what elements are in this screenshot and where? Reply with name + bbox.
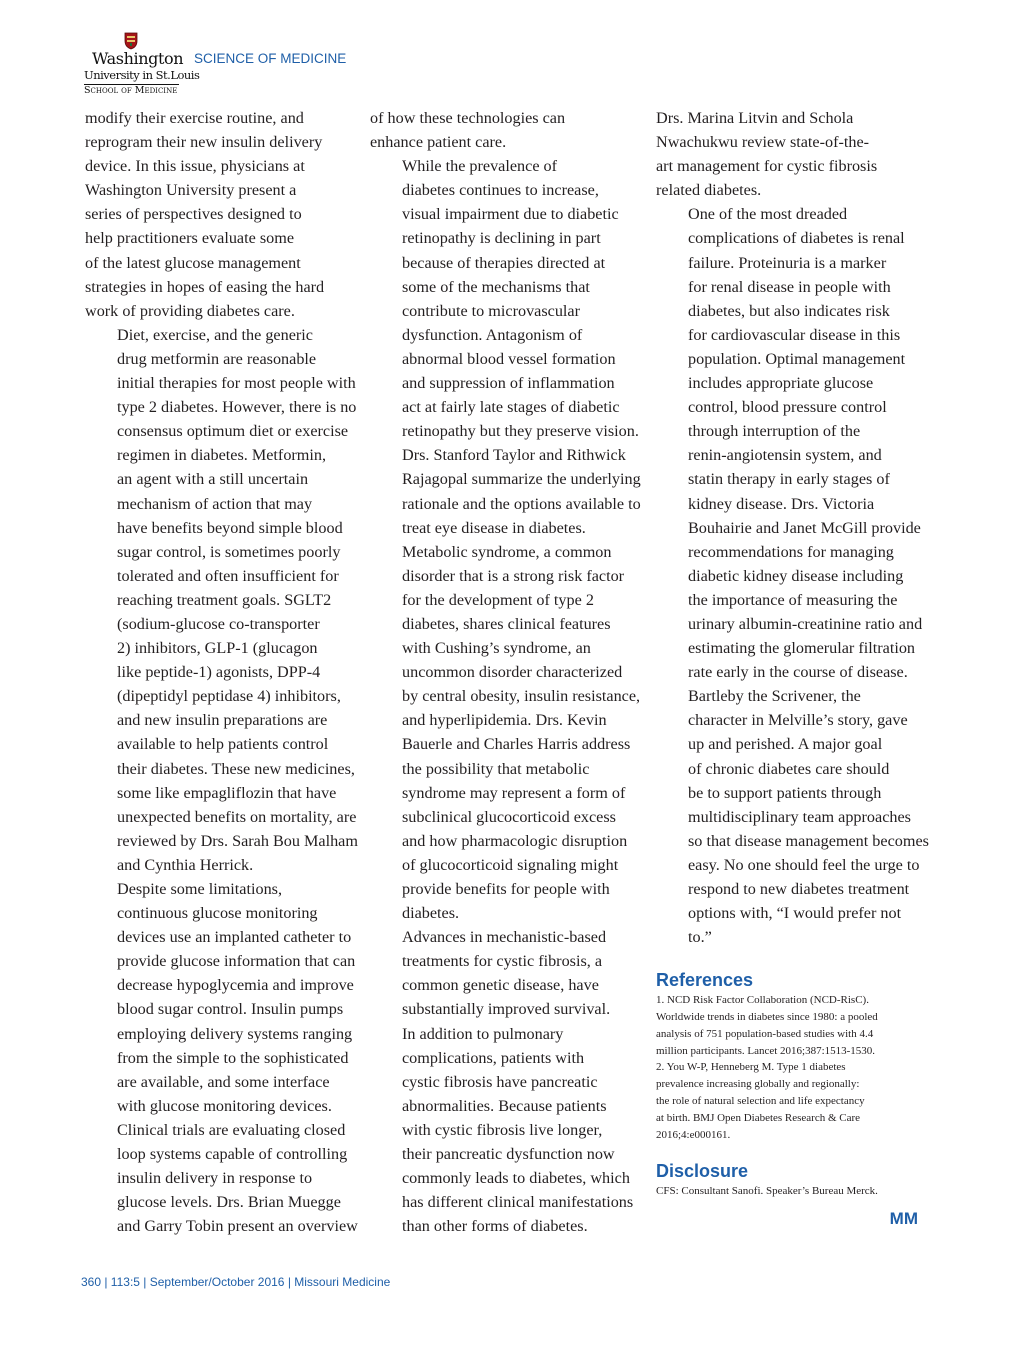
text-line: with Cushing’s syndrome, an xyxy=(402,639,591,658)
paragraph xyxy=(85,877,358,1238)
text-line: help practitioners evaluate some xyxy=(85,229,295,248)
text-line: available to help patients control xyxy=(117,735,329,754)
text-line: diabetes continues to increase, xyxy=(402,181,599,200)
text-line: so that disease management becomes xyxy=(688,831,929,850)
text-line: some of the mechanisms that xyxy=(402,277,590,296)
text-line: be to support patients through xyxy=(688,783,882,802)
text-line: options with, “I would prefer not xyxy=(688,904,902,923)
text-line: abnormalities. Because patients xyxy=(402,1096,607,1115)
text-line: substantially improved survival. xyxy=(402,1000,611,1019)
text-line: 2) inhibitors, GLP-1 (glucagon xyxy=(117,639,318,658)
text-line: Bartleby the Scrivener, the xyxy=(688,687,861,706)
text-line: (sodium-glucose co-transporter xyxy=(117,614,320,633)
text-line: Metabolic syndrome, a common xyxy=(402,542,612,561)
text-line: failure. Proteinuria is a marker xyxy=(688,253,887,272)
text-line: multidisciplinary team approaches xyxy=(688,807,911,826)
text-line: by central obesity, insulin resistance, xyxy=(402,687,641,706)
text-line: of the latest glucose management xyxy=(85,253,301,272)
text-line: provide glucose information that can xyxy=(117,952,356,971)
text-line: visual impairment due to diabetic xyxy=(402,205,619,224)
paragraph xyxy=(370,925,640,1238)
text-line: unexpected benefits on mortality, are xyxy=(117,807,357,826)
text-line: reaching treatment goals. SGLT2 xyxy=(117,590,332,609)
text-line: art management for cystic fibrosis xyxy=(656,157,878,176)
text-line: act at fairly late stages of diabetic xyxy=(402,398,620,417)
paragraph xyxy=(656,106,926,202)
text-line: common genetic disease, have xyxy=(402,976,599,995)
text-line: contribute to microvascular xyxy=(402,301,580,320)
text-line: glucose levels. Drs. Brian Muegge xyxy=(117,1193,341,1212)
text-line: While the prevalence of xyxy=(402,157,558,176)
text-line: work of providing diabetes care. xyxy=(85,301,295,320)
text-line: because of therapies directed at xyxy=(402,253,606,272)
paragraph xyxy=(370,540,640,926)
text-line: to.” xyxy=(688,928,712,947)
text-line: related diabetes. xyxy=(656,181,762,200)
text-line: diabetic kidney disease including xyxy=(688,566,904,585)
text-line: dysfunction. Antagonism of xyxy=(402,325,583,344)
text-line: has different clinical manifestations xyxy=(402,1193,634,1212)
text-line: devices use an implanted catheter to xyxy=(117,928,352,947)
text-line: and suppression of inflammation xyxy=(402,374,615,393)
text-line: Nwachukwu review state-of-the- xyxy=(656,133,870,152)
text-line: mechanism of action that may xyxy=(117,494,313,513)
school-of-medicine-label: School of Medicine xyxy=(84,85,178,96)
reference-line: million participants. Lancet 2016;387:1513-1530. xyxy=(656,1044,876,1057)
text-line: retinopathy is declining in part xyxy=(402,229,601,248)
text-line: like peptide-1) agonists, DPP-4 xyxy=(117,663,321,682)
paragraph xyxy=(370,154,640,540)
text-line: rate early in the course of disease. xyxy=(688,663,908,682)
text-line: type 2 diabetes. However, there is no xyxy=(117,398,357,417)
text-line: regimen in diabetes. Metformin, xyxy=(117,446,327,465)
text-line: character in Melville’s story, gave xyxy=(688,711,908,730)
text-line: diabetes. xyxy=(402,904,460,923)
text-line: One of the most dreaded xyxy=(688,205,848,224)
disclosure-text: CFS: Consultant Sanofi. Speaker’s Bureau Merck. xyxy=(656,1185,878,1198)
text-line: syndrome may represent a form of xyxy=(402,783,626,802)
text-line: treat eye disease in diabetes. xyxy=(402,518,586,537)
reference-line: prevalence increasing globally and regionally: xyxy=(656,1078,860,1091)
text-line: Washington University present a xyxy=(85,181,297,200)
text-line: than other forms of diabetes. xyxy=(402,1217,588,1236)
text-line: for the development of type 2 xyxy=(402,590,594,609)
text-line: abnormal blood vessel formation xyxy=(402,349,616,368)
disclosure-section xyxy=(656,1160,926,1200)
text-line: population. Optimal management xyxy=(688,349,906,368)
text-line: and how pharmacologic disruption xyxy=(402,831,628,850)
section-title: SCIENCE OF MEDICINE xyxy=(194,51,347,66)
text-line: initial therapies for most people with xyxy=(117,374,356,393)
text-line: Clinical trials are evaluating closed xyxy=(117,1120,346,1139)
reference-line: 1. NCD Risk Factor Collaboration (NCD-RisC). xyxy=(656,994,869,1007)
text-line: the importance of measuring the xyxy=(688,590,898,609)
text-line: of chronic diabetes care should xyxy=(688,759,890,778)
reference-line: 2. You W-P, Henneberg M. Type 1 diabetes xyxy=(656,1061,846,1074)
text-line: control, blood pressure control xyxy=(688,398,887,417)
text-column-2 xyxy=(370,106,640,1238)
text-line: reprogram their new insulin delivery xyxy=(85,133,323,152)
text-line: with cystic fibrosis live longer, xyxy=(402,1120,603,1139)
text-line: recommendations for managing xyxy=(688,542,894,561)
references-heading: References xyxy=(656,970,754,991)
text-line: and hyperlipidemia. Drs. Kevin xyxy=(402,711,607,730)
university-shield-icon xyxy=(124,32,138,50)
text-line: of glucocorticoid signaling might xyxy=(402,855,619,874)
text-line: are available, and some interface xyxy=(117,1072,330,1091)
text-line: Rajagopal summarize the underlying xyxy=(402,470,641,489)
text-line: and Garry Tobin present an overview xyxy=(117,1217,358,1236)
text-line: consensus optimum diet or exercise xyxy=(117,422,349,441)
references-section xyxy=(656,969,926,1143)
text-line: for cardiovascular disease in this xyxy=(688,325,901,344)
text-line: Drs. Stanford Taylor and Rithwick xyxy=(402,446,626,465)
university-logo-name: Washington xyxy=(92,49,184,68)
text-line: estimating the glomerular filtration xyxy=(688,639,916,658)
text-column-1 xyxy=(85,106,358,1238)
text-line: have benefits beyond simple blood xyxy=(117,518,343,537)
text-line: with glucose monitoring devices. xyxy=(117,1096,332,1115)
text-line: sugar control, is sometimes poorly xyxy=(117,542,341,561)
reference-line: at birth. BMJ Open Diabetes Research & Care xyxy=(656,1111,861,1124)
text-line: uncommon disorder characterized xyxy=(402,663,623,682)
text-line: their pancreatic dysfunction now xyxy=(402,1145,615,1164)
reference-line: 2016;4:e000161. xyxy=(656,1128,731,1141)
text-line: disorder that is a strong risk factor xyxy=(402,566,625,585)
text-line: Drs. Marina Litvin and Schola xyxy=(656,109,854,127)
text-line: for renal disease in people with xyxy=(688,277,891,296)
text-line: and Cynthia Herrick. xyxy=(117,855,254,874)
text-line: modify their exercise routine, and xyxy=(85,109,304,127)
text-line: Diet, exercise, and the generic xyxy=(117,325,313,344)
text-line: Bouhairie and Janet McGill provide xyxy=(688,518,921,537)
text-line: diabetes, shares clinical features xyxy=(402,614,611,633)
text-line: device. In this issue, physicians at xyxy=(85,157,305,176)
text-line: subclinical glucocorticoid excess xyxy=(402,807,616,826)
disclosure-heading: Disclosure xyxy=(656,1161,749,1182)
text-line: up and perished. A major goal xyxy=(688,735,883,754)
text-line: continuous glucose monitoring xyxy=(117,904,318,923)
text-line: of how these technologies can xyxy=(370,109,566,127)
text-line: the possibility that metabolic xyxy=(402,759,590,778)
text-line: statin therapy in early stages of xyxy=(688,470,890,489)
text-line: strategies in hopes of easing the hard xyxy=(85,277,325,296)
text-line: kidney disease. Drs. Victoria xyxy=(688,494,875,513)
text-line: rationale and the options available to xyxy=(402,494,641,513)
text-line: cystic fibrosis have pancreatic xyxy=(402,1072,598,1091)
journal-end-mark: MM xyxy=(889,1209,918,1228)
text-line: through interruption of the xyxy=(688,422,861,441)
text-line: employing delivery systems ranging xyxy=(117,1024,353,1043)
text-line: decrease hypoglycemia and improve xyxy=(117,976,354,995)
text-line: Bauerle and Charles Harris address xyxy=(402,735,631,754)
column-3-body xyxy=(656,106,929,949)
text-line: loop systems capable of controlling xyxy=(117,1145,348,1164)
paragraph xyxy=(370,106,640,154)
text-line: In addition to pulmonary xyxy=(402,1024,564,1043)
text-line: renin-angiotensin system, and xyxy=(688,446,882,465)
text-line: includes appropriate glucose xyxy=(688,374,874,393)
paragraph xyxy=(85,106,355,323)
text-line: provide benefits for people with xyxy=(402,880,610,898)
reference-line: the role of natural selection and life expectancy xyxy=(656,1095,865,1108)
text-line: Despite some limitations, xyxy=(117,880,283,898)
text-line: Advances in mechanistic-based xyxy=(402,928,607,947)
text-line: tolerated and often insufficient for xyxy=(117,566,339,585)
text-line: easy. No one should feel the urge to xyxy=(688,855,920,874)
text-line: and new insulin preparations are xyxy=(117,711,328,730)
text-line: complications of diabetes is renal xyxy=(688,229,905,248)
text-line: some like empagliflozin that have xyxy=(117,783,337,802)
paragraph xyxy=(656,202,926,684)
text-line: respond to new diabetes treatment xyxy=(688,880,910,898)
page-footer: 360 | 113:5 | September/October 2016 | Missouri Medicine xyxy=(81,1275,391,1289)
text-line: reviewed by Drs. Sarah Bou Malham xyxy=(117,831,358,850)
text-line: enhance patient care. xyxy=(370,133,507,152)
text-line: urinary albumin-creatinine ratio and xyxy=(688,614,923,633)
paragraph xyxy=(656,684,929,949)
text-line: retinopathy but they preserve vision. xyxy=(402,422,639,441)
text-line: complications, patients with xyxy=(402,1048,585,1067)
reference-line: analysis of 751 population-based studies with 4.4 xyxy=(656,1027,874,1040)
text-line: blood sugar control. Insulin pumps xyxy=(117,1000,344,1019)
text-line: an agent with a still uncertain xyxy=(117,470,309,489)
text-line: commonly leads to diabetes, which xyxy=(402,1169,630,1188)
text-line: from the simple to the sophisticated xyxy=(117,1048,349,1067)
text-line: insulin delivery in response to xyxy=(117,1169,313,1188)
text-line: diabetes, but also indicates risk xyxy=(688,301,890,320)
text-column-3 xyxy=(656,106,929,1200)
text-line: treatments for cystic fibrosis, a xyxy=(402,952,603,971)
text-line: their diabetes. These new medicines, xyxy=(117,759,355,778)
text-line: (dipeptidyl peptidase 4) inhibitors, xyxy=(117,687,341,706)
references-list xyxy=(656,992,926,1143)
paragraph xyxy=(85,323,358,877)
reference-line: Worldwide trends in diabetes since 1980: a pooled xyxy=(656,1011,878,1024)
university-logo-subtitle: University in St.Louis xyxy=(84,68,200,82)
text-line: series of perspectives designed to xyxy=(85,205,302,224)
text-line: drug metformin are reasonable xyxy=(117,349,317,368)
